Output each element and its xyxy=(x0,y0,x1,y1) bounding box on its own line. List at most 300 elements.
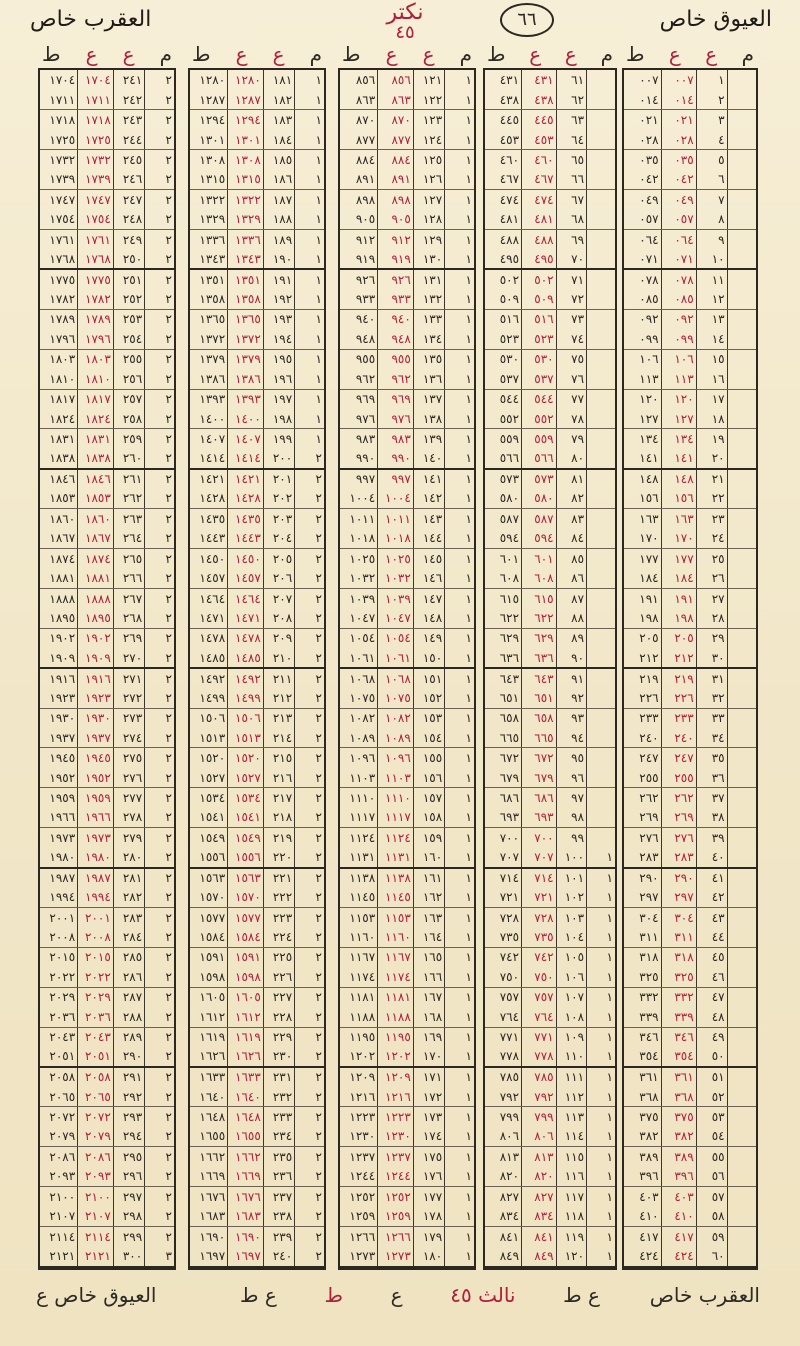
table-row xyxy=(485,1187,615,1207)
value-cell: ٢٧ xyxy=(696,588,727,608)
value-cell: ٢٤١ xyxy=(113,70,144,90)
value-cell: ٢٤٢ xyxy=(113,90,144,110)
value-cell: ١ xyxy=(445,429,474,449)
value-cell: ٣١١ xyxy=(624,927,661,947)
red-value-cell: ١٧٨٢ xyxy=(78,289,114,309)
red-value-cell: ١٥٥٦ xyxy=(228,848,264,868)
value-cell: ١٧٣٩ xyxy=(40,170,78,190)
value-cell: ١ xyxy=(445,1047,474,1067)
value-cell: ١٥٣ xyxy=(413,708,444,728)
red-value-cell: ١١١٠ xyxy=(378,788,414,808)
value-cell: ١٢ xyxy=(696,289,727,309)
value-cell: ٩٩٧ xyxy=(355,472,376,487)
red-value-cell: ١٦٣ xyxy=(661,509,696,529)
value-cell: ٢ xyxy=(145,329,174,349)
value-cell: ٢١٩ xyxy=(263,828,294,848)
red-value-cell: ١٧١٨ xyxy=(78,110,114,130)
value-cell: ٢ xyxy=(295,887,324,907)
red-value-cell: ٧٢١ xyxy=(522,887,557,907)
value-cell: ٢٠٠٨ xyxy=(40,927,78,947)
red-value-cell: ١٥٧٠ xyxy=(228,887,264,907)
value-cell: ١٣٥٨ xyxy=(190,289,228,309)
red-value-cell: ١٠١٨ xyxy=(378,529,414,549)
value-cell: ١٣٤ xyxy=(413,329,444,349)
value-cell: ٨٨٤ xyxy=(355,152,376,167)
table-row xyxy=(190,628,324,648)
red-value-cell: ٥٦٦ xyxy=(522,449,557,469)
value-cell: ١ xyxy=(445,887,474,907)
red-value-cell: ١٩٠٩ xyxy=(78,648,114,668)
red-value-cell: ١٢٥٩ xyxy=(378,1206,414,1226)
value-cell: ١٩٠٩ xyxy=(40,648,78,668)
table-row xyxy=(485,1246,615,1267)
red-value-cell: ٢٣٣ xyxy=(661,708,696,728)
value-cell: ٢١٦ xyxy=(263,768,294,788)
value-cell: ١٤٦٤ xyxy=(199,591,226,606)
header-left-title: العقرب خاص xyxy=(30,7,152,32)
value-cell: ١ xyxy=(696,70,727,90)
value-cell: ١٥٤ xyxy=(413,728,444,748)
red-value-cell: ١٩٨٠ xyxy=(78,848,114,868)
value-cell: ٢ xyxy=(145,210,174,230)
value-cell: ١٧٩٦ xyxy=(40,329,78,349)
table-row xyxy=(485,748,615,768)
value-cell: ٨٢٧ xyxy=(499,1189,520,1204)
table-row xyxy=(40,190,174,210)
table-row xyxy=(340,110,474,130)
red-value-cell: ١١٦٧ xyxy=(378,947,414,967)
value-cell: ١٦١٢ xyxy=(190,1007,228,1027)
red-value-cell: ٩٤٨ xyxy=(378,329,414,349)
table-row xyxy=(485,848,615,868)
table-row xyxy=(190,329,324,349)
footer-left-caption xyxy=(36,1282,156,1308)
red-value-cell: ٩٩٠ xyxy=(378,449,414,469)
red-value-cell: ١٤٧٨ xyxy=(228,628,264,648)
red-value-cell: ٧٠٧ xyxy=(522,848,557,868)
value-cell: ١٠٠ xyxy=(556,848,586,868)
table-row xyxy=(340,449,474,469)
table-row xyxy=(340,588,474,608)
value-cell: ٧٦٤ xyxy=(485,1007,522,1027)
value-cell: ٢٩٣ xyxy=(113,1107,144,1127)
value-cell: ٩٦ xyxy=(556,768,586,788)
red-value-cell: ٠٥٧ xyxy=(661,210,696,230)
value-cell: ٦٢٩ xyxy=(499,631,520,646)
value-cell: ٢٣٧ xyxy=(263,1187,294,1207)
value-cell: ٥١ xyxy=(696,1067,727,1087)
red-value-cell: ٨٣٤ xyxy=(522,1206,557,1226)
red-value-cell: ١١٥٣ xyxy=(378,907,414,927)
table-row xyxy=(485,1027,615,1047)
red-value-cell: ٨٩٨ xyxy=(378,190,414,210)
value-cell: ١ xyxy=(445,688,474,708)
red-value-cell: ١٢٧ xyxy=(661,409,696,429)
table-row xyxy=(40,987,174,1007)
value-cell: ٢٣٣ xyxy=(263,1107,294,1127)
value-cell: ٤٠٣ xyxy=(639,1189,659,1204)
value-cell: ١٩٧٣ xyxy=(49,830,76,845)
red-value-cell: ١١٣١ xyxy=(378,848,414,868)
value-cell xyxy=(727,429,756,449)
red-value-cell: ٣٥٤ xyxy=(661,1047,696,1067)
value-cell: ١٤٤٣ xyxy=(190,529,228,549)
value-cell: ١٧٤ xyxy=(413,1127,444,1147)
value-cell: ١ xyxy=(587,1187,615,1207)
value-cell: ١ xyxy=(445,748,474,768)
value-cell: ١٩٥ xyxy=(263,349,294,369)
value-cell: ١٠٦١ xyxy=(340,648,378,668)
value-cell: ٢ xyxy=(145,1067,174,1087)
table-row xyxy=(190,728,324,748)
table-row xyxy=(340,1047,474,1067)
red-value-cell: ١٣٠١ xyxy=(228,130,264,150)
value-cell: ٢١٢ xyxy=(263,688,294,708)
table-row xyxy=(40,110,174,130)
footer-label-3: ع xyxy=(390,1283,403,1307)
value-cell: ٦٠ xyxy=(696,1246,727,1267)
table-row xyxy=(40,289,174,309)
value-cell: ٦ xyxy=(696,170,727,190)
table-row xyxy=(190,549,324,569)
value-cell: ٢ xyxy=(295,748,324,768)
value-cell: ١ xyxy=(587,987,615,1007)
table-row xyxy=(190,688,324,708)
value-cell: ٢ xyxy=(145,269,174,289)
red-value-cell: ١٥٩١ xyxy=(228,947,264,967)
value-cell: ١٦٩٧ xyxy=(190,1246,228,1267)
red-value-cell: ٨١٣ xyxy=(522,1147,557,1167)
value-cell: ١٦٣٣ xyxy=(199,1070,226,1085)
value-cell: ٢٠٢ xyxy=(263,489,294,509)
value-cell: ٧٨٥ xyxy=(499,1070,520,1085)
value-cell: ٢٧٦ xyxy=(113,768,144,788)
table-row xyxy=(624,1147,756,1167)
value-cell: ١٩٣ xyxy=(263,309,294,329)
value-cell: ٢٤٧ xyxy=(639,751,659,766)
value-cell: ٢ xyxy=(295,927,324,947)
value-cell: ٥٨٧ xyxy=(499,511,520,526)
value-cell: ٥٠ xyxy=(696,1047,727,1067)
value-cell: ٥٥٢ xyxy=(485,409,522,429)
value-cell: ١ xyxy=(445,967,474,987)
value-cell: ١٤١٤ xyxy=(190,449,228,469)
value-cell: ٢٣ xyxy=(696,509,727,529)
value-cell: ٢ xyxy=(145,887,174,907)
red-value-cell: ٣٦٨ xyxy=(661,1087,696,1107)
red-value-cell: ١٣٢٩ xyxy=(228,210,264,230)
value-cell: ١٨٤ xyxy=(624,568,661,588)
table-row xyxy=(624,887,756,907)
value-cell: ٥٩٤ xyxy=(485,529,522,549)
red-value-cell: ١٥٦ xyxy=(661,489,696,509)
value-cell: ١٨٩ xyxy=(263,230,294,250)
value-cell: ١٠٠٤ xyxy=(340,489,378,509)
value-cell: ١٣٢ xyxy=(413,289,444,309)
value-cell: ١٨٣١ xyxy=(49,432,76,447)
value-cell: ٢ xyxy=(145,808,174,828)
column-headings-2 xyxy=(192,44,322,64)
table-row xyxy=(340,668,474,688)
value-cell: ٣٩٦ xyxy=(624,1167,661,1187)
table-row xyxy=(40,1167,174,1187)
value-cell: ٣٣٩ xyxy=(624,1007,661,1027)
value-cell: ٣٢ xyxy=(696,688,727,708)
red-value-cell: ١٢٥٢ xyxy=(378,1187,414,1207)
table-row xyxy=(485,329,615,349)
table-row xyxy=(40,688,174,708)
red-value-cell: ٤٤٥ xyxy=(522,110,557,130)
value-cell: ١ xyxy=(295,249,324,269)
value-cell: ١٧٥ xyxy=(413,1147,444,1167)
value-cell: ١٣٢٢ xyxy=(199,192,226,207)
value-cell: ٢ xyxy=(145,828,174,848)
value-cell: ٢٨٨ xyxy=(113,1007,144,1027)
value-cell: ١٣٠١ xyxy=(190,130,228,150)
table-column-4 xyxy=(483,68,617,1270)
value-cell: ١٨٣٨ xyxy=(40,449,78,469)
table-row xyxy=(485,907,615,927)
value-cell: ١ xyxy=(587,1107,615,1127)
table-row xyxy=(340,549,474,569)
red-value-cell: ١٨٧٤ xyxy=(78,549,114,569)
table-row xyxy=(40,409,174,429)
value-cell: ١٢٧٣ xyxy=(340,1246,378,1267)
table-row xyxy=(624,190,756,210)
value-cell: ٢ xyxy=(145,688,174,708)
red-value-cell: ١٥٩٨ xyxy=(228,967,264,987)
value-cell: ١٤٤ xyxy=(413,529,444,549)
red-value-cell: ٢٤٧ xyxy=(661,748,696,768)
value-cell: ١٥١ xyxy=(413,668,444,688)
value-cell: ٢ xyxy=(145,748,174,768)
table-row xyxy=(624,249,756,269)
value-cell: ١٠٨ xyxy=(556,1007,586,1027)
red-value-cell: ١٣٣٦ xyxy=(228,230,264,250)
red-value-cell: ٧٧٨ xyxy=(522,1047,557,1067)
value-cell: ٢١٥ xyxy=(263,748,294,768)
value-cell: ٤٩٥ xyxy=(485,249,522,269)
value-cell: ٨٦ xyxy=(556,568,586,588)
value-cell: ١٣٨٦ xyxy=(190,369,228,389)
value-cell: ٢ xyxy=(295,668,324,688)
value-cell: ١٤٩ xyxy=(413,628,444,648)
red-value-cell: ١٢٠٢ xyxy=(378,1047,414,1067)
table-row xyxy=(485,947,615,967)
table-row xyxy=(485,309,615,329)
value-cell: ٢٨٣ xyxy=(113,907,144,927)
value-cell: ١ xyxy=(445,1007,474,1027)
red-value-cell: ٤٣١ xyxy=(522,70,557,90)
red-value-cell: ١٣٥٨ xyxy=(228,289,264,309)
red-value-cell: ١٤٧١ xyxy=(228,608,264,628)
value-cell: ٢٣٥ xyxy=(263,1147,294,1167)
red-value-cell: ٧٣٥ xyxy=(522,927,557,947)
table-row xyxy=(624,1127,756,1147)
value-cell: ١٩٣٧ xyxy=(40,728,78,748)
value-cell: ٢٦٨ xyxy=(113,608,144,628)
value-cell: ١٥١٣ xyxy=(190,728,228,748)
red-value-cell: ٣٦١ xyxy=(661,1067,696,1087)
value-cell: ١ xyxy=(587,1147,615,1167)
value-cell: ٢ xyxy=(295,588,324,608)
table-row xyxy=(190,828,324,848)
value-cell: ٢ xyxy=(295,1226,324,1246)
table-row xyxy=(190,927,324,947)
value-cell: ١٢٠٩ xyxy=(349,1070,376,1085)
value-cell: ٨٧٠ xyxy=(355,113,376,128)
value-cell: ١ xyxy=(445,489,474,509)
value-cell: ١ xyxy=(445,608,474,628)
column-heading: ط xyxy=(192,42,211,66)
value-cell: ٢ xyxy=(145,1047,174,1067)
value-cell: ٢ xyxy=(295,788,324,808)
value-cell: ٩٢٦ xyxy=(355,272,376,287)
value-cell: ٢٠٧٩ xyxy=(40,1127,78,1147)
value-cell: ٩٥٥ xyxy=(355,352,376,367)
value-cell: ١٤ xyxy=(696,329,727,349)
value-cell: ٢ xyxy=(145,1087,174,1107)
value-cell: ٢ xyxy=(145,588,174,608)
value-cell: ٢٧٠ xyxy=(113,648,144,668)
value-cell: ٦٥ xyxy=(556,150,586,170)
value-cell: ٦٤٣ xyxy=(499,671,520,686)
value-cell: ١٧٠ xyxy=(624,529,661,549)
header-center-word: نکتر xyxy=(386,0,424,25)
value-cell xyxy=(587,489,615,509)
red-value-cell: ٣٠٤ xyxy=(661,907,696,927)
table-row xyxy=(485,728,615,748)
value-cell: ٧١ xyxy=(556,269,586,289)
value-cell: ٢ xyxy=(295,987,324,1007)
value-cell: ٤٥ xyxy=(696,947,727,967)
value-cell: ٢٢٩ xyxy=(263,1027,294,1047)
table-row xyxy=(624,648,756,668)
value-cell: ٨٤ xyxy=(556,529,586,549)
value-cell: ١٥٦ xyxy=(624,489,661,509)
red-value-cell: ١٤٣٥ xyxy=(228,509,264,529)
value-cell: ٢٧٩ xyxy=(113,828,144,848)
value-cell: ٦٠١ xyxy=(499,551,520,566)
table-row xyxy=(485,90,615,110)
value-cell: ٢٤٧ xyxy=(113,190,144,210)
table-row xyxy=(624,907,756,927)
value-cell: ٢٣٠ xyxy=(263,1047,294,1067)
value-cell: ٠٠٧ xyxy=(639,72,659,87)
value-cell: ١٣٧ xyxy=(413,389,444,409)
value-cell: ١٠٩٦ xyxy=(349,751,376,766)
value-cell: ١ xyxy=(445,529,474,549)
red-value-cell: ١٦٤٠ xyxy=(228,1087,264,1107)
value-cell: ٢٣٨ xyxy=(263,1206,294,1226)
value-cell: ١٩ xyxy=(696,429,727,449)
value-cell: ٥ xyxy=(696,150,727,170)
red-value-cell: ٢١٢ xyxy=(661,648,696,668)
table-row xyxy=(624,668,756,688)
column-heading: م xyxy=(159,42,172,66)
value-cell: ٢ xyxy=(295,608,324,628)
value-cell: ٢٠٥ xyxy=(639,631,659,646)
value-cell: ١٨٨ xyxy=(263,210,294,230)
table-row xyxy=(485,788,615,808)
table-row xyxy=(624,768,756,788)
value-cell: ٢ xyxy=(145,987,174,1007)
value-cell: ١٣٣ xyxy=(413,309,444,329)
red-value-cell: ٣٣٢ xyxy=(661,987,696,1007)
value-cell: ١٦٩٠ xyxy=(199,1229,226,1244)
value-cell: ٧٢١ xyxy=(485,887,522,907)
value-cell: ٢ xyxy=(145,1007,174,1027)
value-cell: ٢٠٩ xyxy=(263,628,294,648)
value-cell: ٢٢١ xyxy=(263,868,294,888)
value-cell xyxy=(727,947,756,967)
value-cell xyxy=(727,1187,756,1207)
red-value-cell: ٨٠٦ xyxy=(522,1127,557,1147)
value-cell: ١ xyxy=(445,708,474,728)
value-cell: ١٣١ xyxy=(413,269,444,289)
table-row xyxy=(40,210,174,230)
red-value-cell: ١٣٤ xyxy=(661,429,696,449)
value-cell: ٥٥٩ xyxy=(499,432,520,447)
value-cell: ٦٢ xyxy=(556,90,586,110)
value-cell: ٢٧٤ xyxy=(113,728,144,748)
value-cell xyxy=(727,808,756,828)
red-value-cell: ١٤٠٠ xyxy=(228,409,264,429)
value-cell: ١٤٥ xyxy=(413,549,444,569)
value-cell: ٤٨٨ xyxy=(499,232,520,247)
table-row xyxy=(40,668,174,688)
value-cell: ٢٢٢ xyxy=(263,887,294,907)
value-cell: ٢ xyxy=(145,1147,174,1167)
value-cell: ٢ xyxy=(145,608,174,628)
value-cell: ٠١٤ xyxy=(624,90,661,110)
value-cell: ١٤٢١ xyxy=(199,472,226,487)
red-value-cell: ١٨٤ xyxy=(661,568,696,588)
table-row xyxy=(190,509,324,529)
value-cell: ٩٠٥ xyxy=(340,210,378,230)
red-value-cell: ٩٦٢ xyxy=(378,369,414,389)
value-cell: ٢ xyxy=(145,369,174,389)
value-cell: ٢ xyxy=(295,1007,324,1027)
red-value-cell: ١٠٨٢ xyxy=(378,708,414,728)
value-cell: ١٢٠ xyxy=(556,1246,586,1267)
value-cell xyxy=(587,249,615,269)
table-row xyxy=(340,409,474,429)
value-cell: ١ xyxy=(445,449,474,469)
table-row xyxy=(340,249,474,269)
table-row xyxy=(340,90,474,110)
value-cell: ١٧٦١ xyxy=(49,232,76,247)
table-row xyxy=(190,249,324,269)
value-cell: ٢١١٤ xyxy=(49,1229,76,1244)
value-cell: ١٥٠٦ xyxy=(199,711,226,726)
value-cell: ١١٨١ xyxy=(349,990,376,1005)
value-cell: ٠٤٩ xyxy=(639,192,659,207)
value-cell: ٢٢٣ xyxy=(263,907,294,927)
value-cell: ١٦٢ xyxy=(413,887,444,907)
value-cell: ١٠ xyxy=(696,249,727,269)
value-cell: ٩ xyxy=(696,230,727,250)
value-cell: ١٢٢٣ xyxy=(349,1109,376,1124)
table-row xyxy=(40,309,174,329)
value-cell: ١٥٢٧ xyxy=(190,768,228,788)
table-row xyxy=(340,848,474,868)
value-cell: ١١٢٤ xyxy=(349,830,376,845)
value-cell: ٢ xyxy=(145,549,174,569)
value-cell xyxy=(727,927,756,947)
red-value-cell: ٢٠٢٩ xyxy=(78,987,114,1007)
red-value-cell: ٢٥٥ xyxy=(661,768,696,788)
